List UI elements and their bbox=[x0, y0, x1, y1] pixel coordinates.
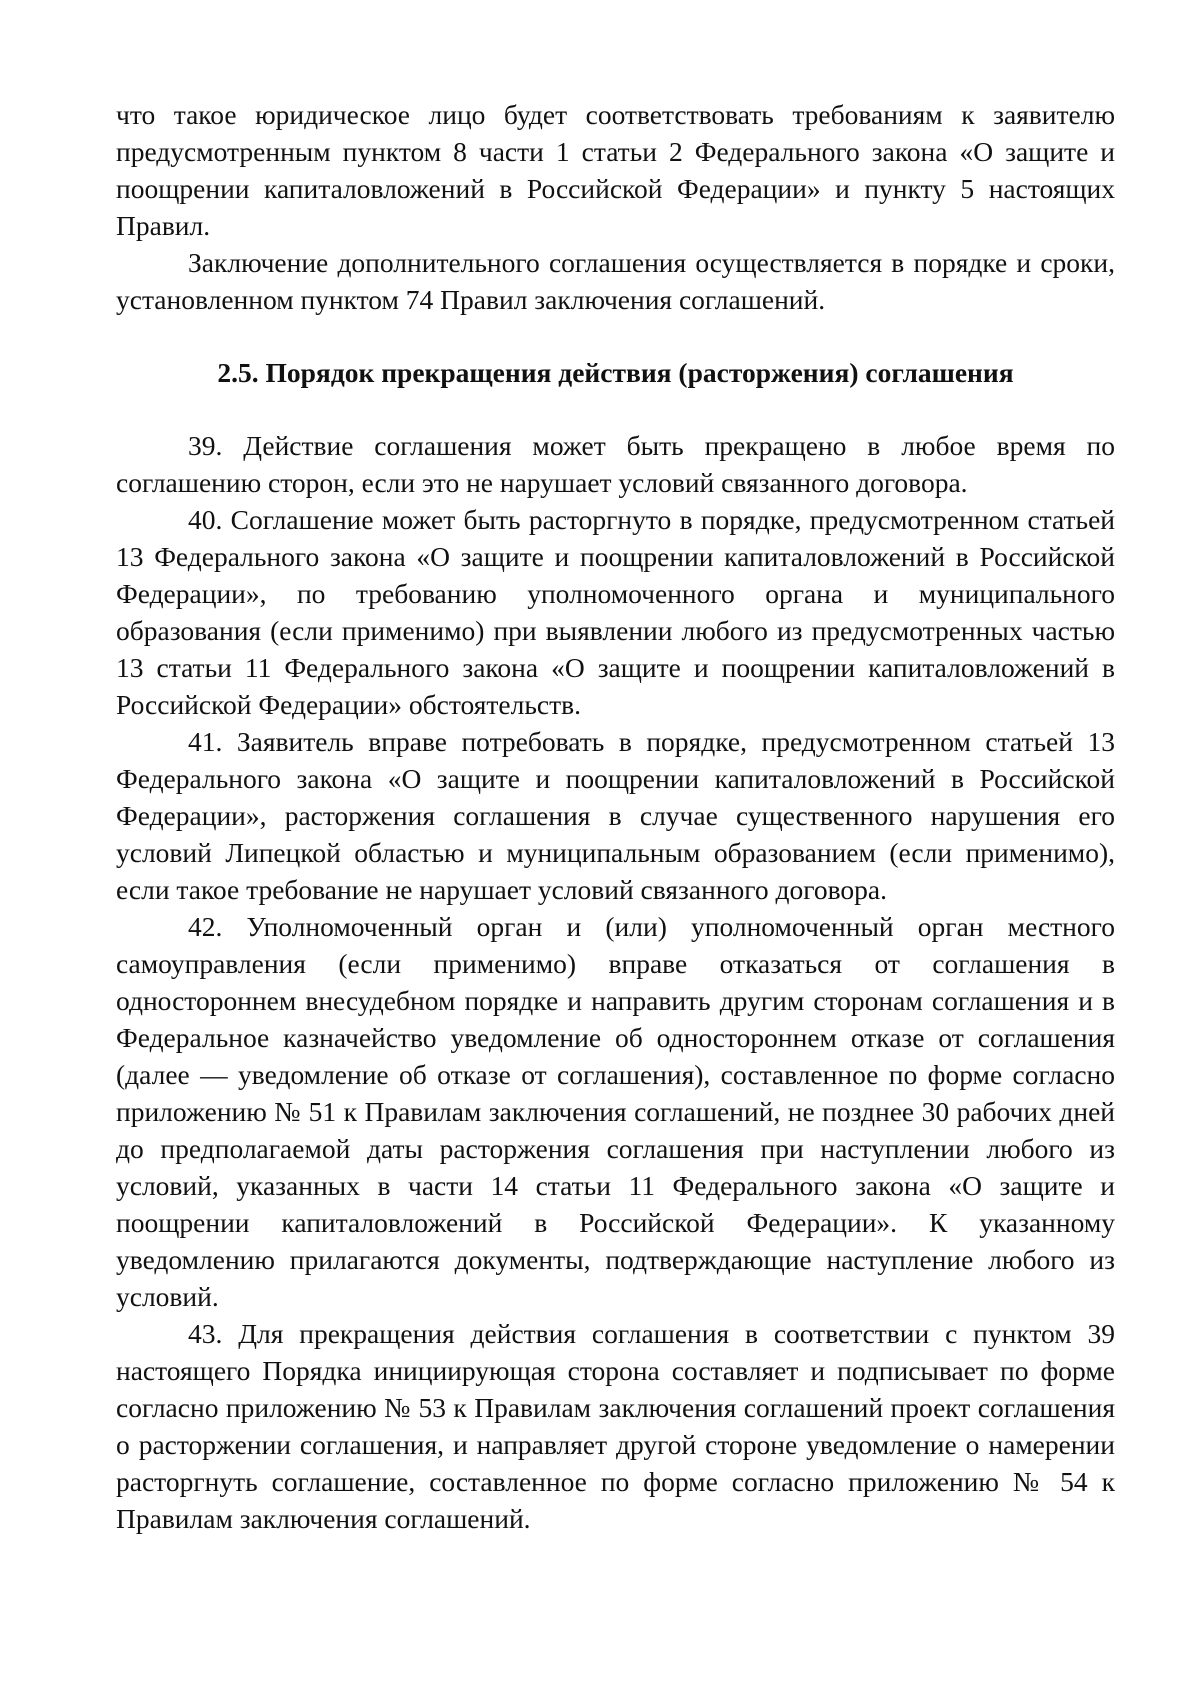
document-page bbox=[116, 96, 1115, 1537]
paragraph-additional-agreement: Заключение дополнительного соглашения осуществляется в порядке и сроки, установленном пунктом 74 Правил заключения соглашений. bbox=[116, 247, 1115, 315]
paragraph-continuation: что такое юридическое лицо будет соответствовать требованиям к заявителю предусмотренным пунктом 8 части 1 статьи 2 Федерального закона «О защите и поощрении капиталовложений в Российской Федерации» и пункту 5 настоящих Правил. bbox=[116, 99, 1115, 241]
section-heading: 2.5. Порядок прекращения действия (расторжения) соглашения bbox=[217, 357, 1014, 388]
paragraph-42: 42. Уполномоченный орган и (или) уполномоченный орган местного самоуправления (если применимо) вправе отказаться от соглашения в одностороннем внесудебном порядке и направить другим сторонам соглашения и в Федеральное казначейство уведомление об одностороннем отказе от соглашения (далее — уведомление об отказе от соглашения), составленное по форме согласно приложению № 51 к Правилам заключения соглашений, не позднее 30 рабочих дней до предполагаемой даты расторжения соглашения при наступлении любого из условий, указанных в части 14 статьи 11 Федерального закона «О защите и поощрении капиталовложений в Российской Федерации». К указанному уведомлению прилагаются документы, подтверждающие наступление любого из условий. bbox=[116, 911, 1115, 1312]
paragraph-41: 41. Заявитель вправе потребовать в порядке, предусмотренном статьей 13 Федерального закона «О защите и поощрении капиталовложений в Российской Федерации», расторжения соглашения в случае существенного нарушения его условий Липецкой областью и муниципальным образованием (если применимо), если такое требование не нарушает условий связанного договора. bbox=[116, 726, 1115, 905]
paragraph-43: 43. Для прекращения действия соглашения в соответствии с пунктом 39 настоящего Порядка инициирующая сторона составляет и подписывает по форме согласно приложению № 53 к Правилам заключения соглашений проект соглашения о расторжении соглашения, и направляет другой стороне уведомление о намерении расторгнуть соглашение, составленное по форме согласно приложению № 54 к Правилам заключения соглашений. bbox=[116, 1318, 1115, 1534]
paragraph-40: 40. Соглашение может быть расторгнуто в порядке, предусмотренном статьей 13 Федерального закона «О защите и поощрении капиталовложений в Российской Федерации», по требованию уполномоченного органа и муниципального образования (если применимо) при выявлении любого из предусмотренных частью 13 статьи 11 Федерального закона «О защите и поощрении капиталовложений в Российской Федерации» обстоятельств. bbox=[116, 504, 1115, 720]
paragraph-39: 39. Действие соглашения может быть прекращено в любое время по соглашению сторон, если это не нарушает условий связанного договора. bbox=[116, 430, 1115, 498]
